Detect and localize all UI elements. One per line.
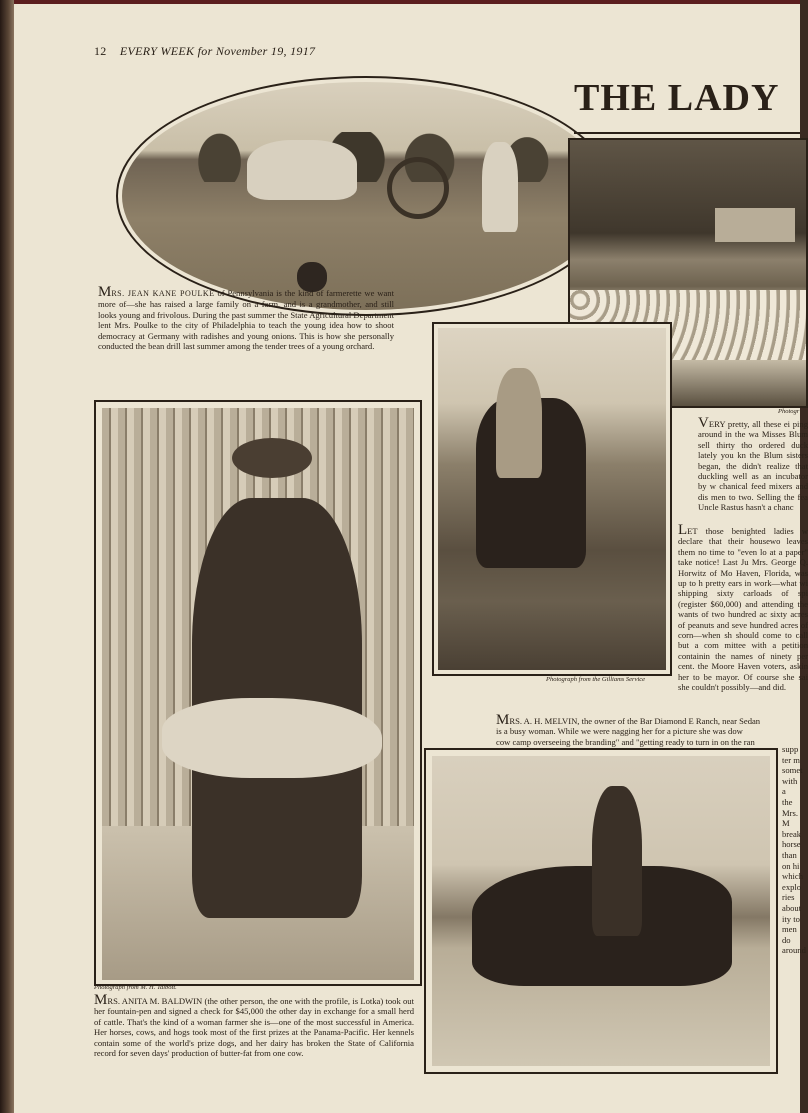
fragment: Mrs. M — [782, 807, 798, 829]
horwitz-text: ET those benighted ladies w declare that their housewo leaves them no time to "even lo at a paper" take notice! Last Ju Mrs. George Q. Horwitz of Mo Haven, Florida, was up to h pretty ears in work—what wi shipping sixty carloads of spi (register $60,000) and attending the wants of two hundred ac sixty acres of peanuts and seve hundred acres of corn—when sh should come to call but a com mittee with a petition containin the names of ninety per cent. the Moore Haven voters, askin her to be mayor. Of course she sai she couldn't possibly—and did. — [678, 526, 808, 693]
fragment: the — [782, 796, 793, 807]
fragment: ter m — [782, 754, 800, 765]
melvin-line-3: cow camp overseeing the branding" and "getting ready to turn in on the ran — [496, 736, 755, 747]
shed — [715, 208, 795, 242]
fragment: on hi — [782, 860, 800, 871]
running-head — [94, 44, 315, 59]
fragment: ries — [782, 892, 795, 903]
blum-credit: Photogr — [778, 408, 800, 415]
fragment: men do — [782, 924, 797, 945]
melvin-line-2: is a busy woman. While we were nagging her for a picture she was dow — [496, 726, 743, 737]
fragment: explo — [782, 881, 802, 892]
horse-figure — [247, 140, 357, 200]
fragment: break — [782, 828, 802, 839]
melvin-line-1: RS. A. H. MELVIN, the owner of the Bar Diamond E Ranch, near Sedan — [509, 716, 761, 726]
melvin-caption — [496, 714, 806, 747]
baldwin-photo-frame — [94, 400, 422, 986]
poulke-caption — [98, 286, 394, 351]
rider-photo-frame — [432, 322, 672, 676]
baldwin-caption — [94, 994, 414, 1058]
blum-text: ERY pretty, all these ei ping around in the wa Misses Blum sell thirty tho ordered duck lately you kn the Blum sisters began, the didn't realize that duckling well as an incubator by w chanical feed mixers and dis men to two. Selling the fea Uncle Rastus hasn't a chanc — [698, 419, 808, 513]
poulke-dropcap: M — [98, 284, 112, 300]
fragment: supp — [782, 744, 799, 754]
issue-date: November 19, 1917 — [215, 44, 316, 58]
date-prefix: for — [197, 44, 213, 58]
baldwin-photo — [102, 408, 414, 980]
poulke-lead: RS. JEAN KANE POULKE — [111, 289, 215, 298]
horwitz-dropcap: L — [678, 522, 688, 538]
baldwin-credit: Photograph from M. H. Talbott. — [94, 984, 177, 991]
fragment: ity to — [782, 913, 800, 924]
woman-figure — [482, 142, 518, 232]
fragment: about — [782, 902, 802, 913]
fragment: which — [782, 871, 804, 882]
woman-on-horse-photo — [438, 328, 666, 670]
baldwin-dropcap: M — [94, 992, 108, 1008]
blum-caption — [698, 417, 808, 515]
borzoi-dog — [162, 698, 382, 778]
fragment: around — [782, 945, 806, 956]
hat — [232, 438, 312, 478]
horwitz-caption — [678, 524, 808, 714]
cart-wheel — [387, 157, 449, 219]
melvin-photo-frame — [424, 748, 778, 1074]
fragment: than — [782, 849, 797, 860]
fragment: with a — [782, 775, 798, 797]
melvin-side-fragments — [782, 744, 806, 956]
melvin-dropcap: M — [496, 712, 510, 728]
page-number: 12 — [94, 44, 107, 58]
farm-drill-photo — [122, 82, 610, 310]
melvin-rider — [592, 786, 642, 936]
baldwin-text: RS. ANITA M. BALDWIN (the other person, the one with the profile, is Lotka) took out her fountain-pen and signed a check for $45,000 the other day in exchange for a small herd of cattle. That's the kind of a woman farmer she is—one of the most successful in America. Her horses, cows, and hogs took most of the first prizes at the Panama-Pacific. Her kennels contain some of the world's prize dogs, and her dairy has broken the State of California record for seven days' production of butter-fat from one cow. — [94, 996, 414, 1059]
melvin-horse-photo — [432, 756, 770, 1066]
fragment: somet — [782, 765, 803, 776]
publication-name: EVERY WEEK — [119, 44, 195, 58]
rider-photo-credit: Photograph from the Gilliams Service — [546, 676, 646, 683]
magazine-page — [14, 4, 808, 1113]
poulke-text: of Pennsylvania is the kind of farmerette we want more of—she has raised a large family on a farm, and is a grandmother, and still looks young and frivolous. During the past summer the State Agricultural Department lent Mrs. Poulke to the city of Philadelphia to teach the young idea how to shoot democracy at Germany with radishes and young onions. This is how she personally conducted the bean drill last summer among the tender trees of a young orchard. — [98, 288, 394, 352]
article-headline: THE LADY — [574, 77, 780, 119]
rider-figure — [496, 368, 542, 478]
orchard-trees — [122, 132, 610, 182]
book-binding — [0, 0, 14, 1113]
blum-dropcap: V — [698, 415, 709, 431]
fragment: horse — [782, 839, 801, 850]
